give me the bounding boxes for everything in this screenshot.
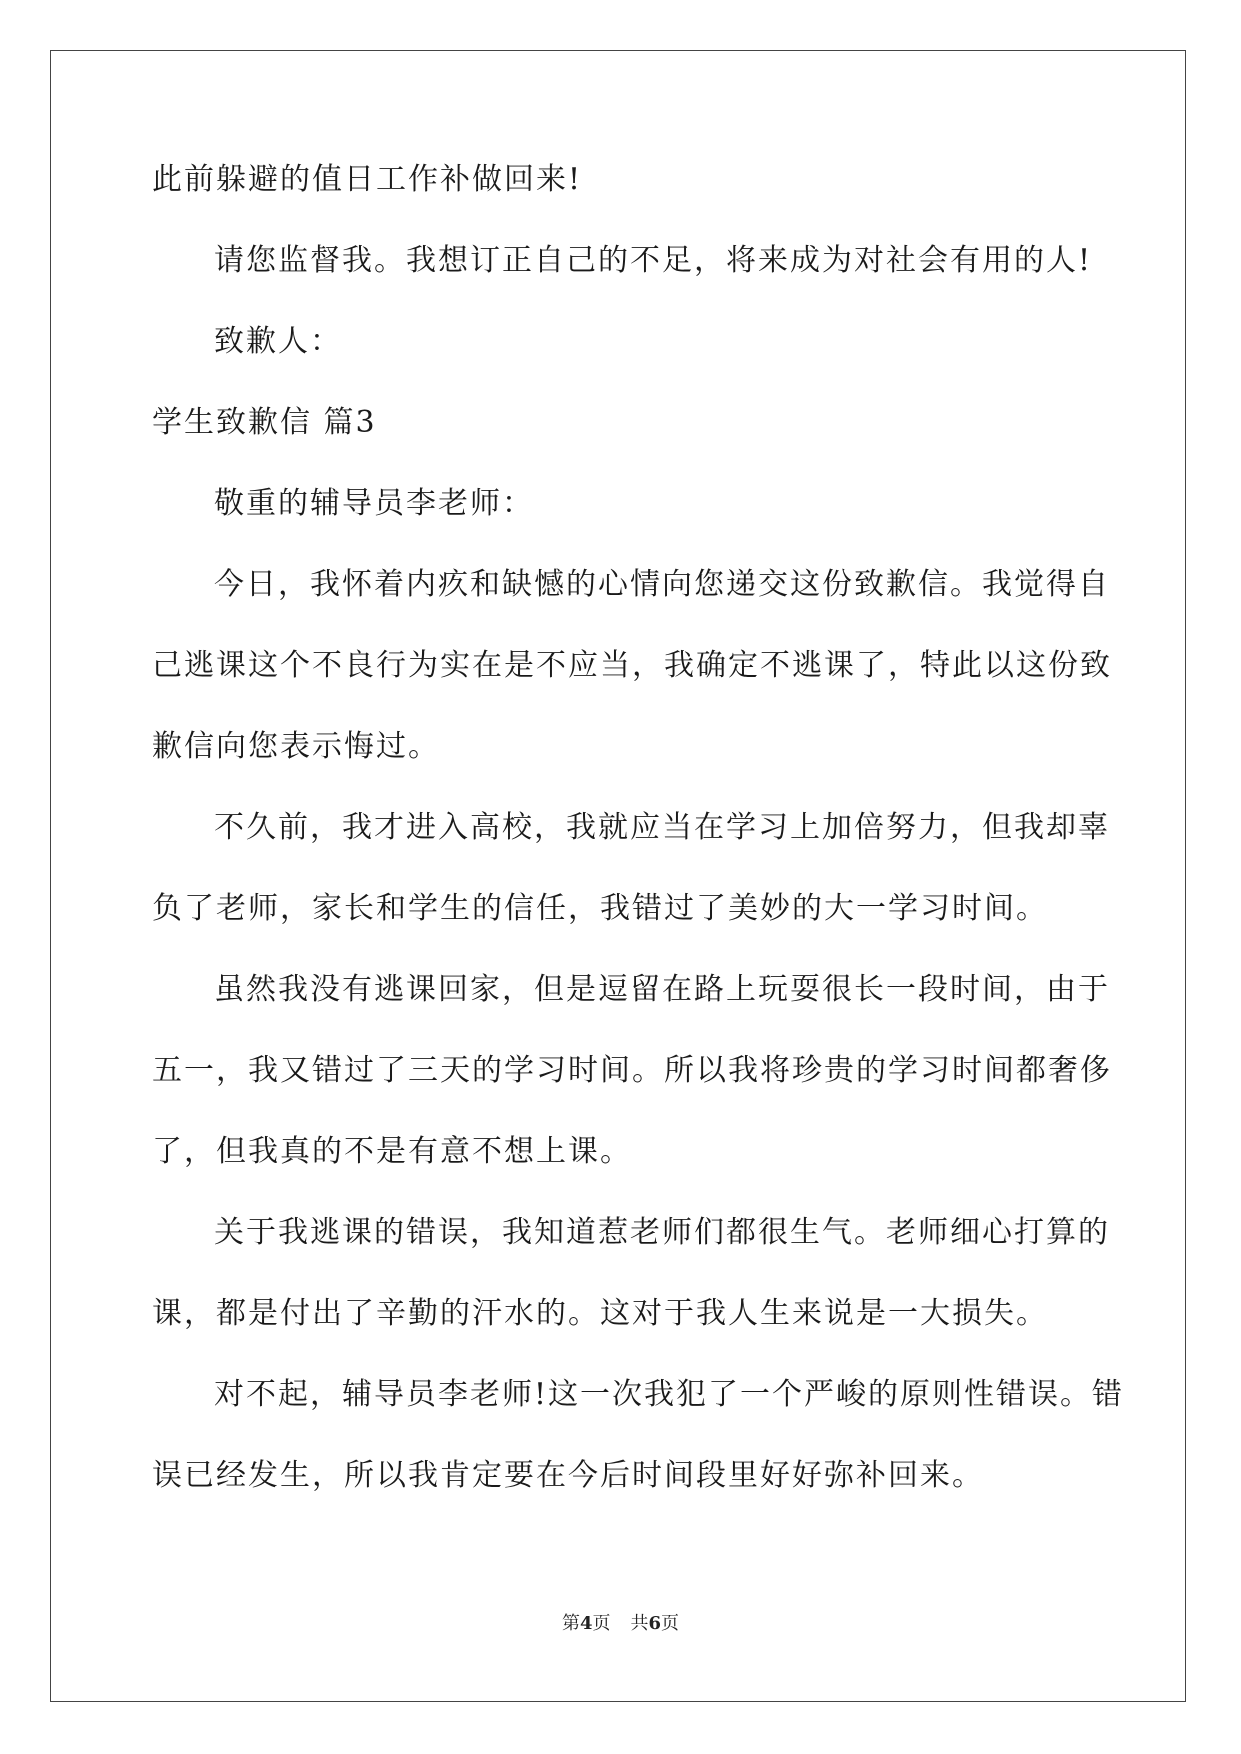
text-line: 对不起，辅导员李老师!这一次我犯了一个严峻的原则性错误。错 [214,1377,1125,1412]
text-line: 五一，我又错过了三天的学习时间。所以我将珍贵的学习时间都奢侈 [152,1053,1112,1088]
text-line: 敬重的辅导员李老师： [214,486,534,521]
text-line: 课，都是付出了辛勤的汗水的。这对于我人生来说是一大损失。 [152,1296,1048,1331]
text-line: 己逃课这个不良行为实在是不应当，我确定不逃课了，特此以这份致 [152,648,1112,683]
footer-total-suffix: 页 [661,1613,680,1634]
text-line: 误已经发生，所以我肯定要在今后时间段里好好弥补回来。 [152,1458,984,1493]
text-line: 虽然我没有逃课回家，但是逗留在路上玩耍很长一段时间，由于 [214,972,1110,1007]
text-line: 致歉人： [214,324,342,359]
text-line: 负了老师，家长和学生的信任，我错过了美妙的大一学习时间。 [152,891,1048,926]
text-line: 不久前，我才进入高校，我就应当在学习上加倍努力，但我却辜 [214,810,1110,845]
footer-page-prefix: 第 [561,1613,580,1634]
text-line: 今日，我怀着内疚和缺憾的心情向您递交这份致歉信。我觉得自 [214,567,1110,602]
text-line: 了，但我真的不是有意不想上课。 [152,1134,632,1169]
footer-total-pages: 6 [648,1613,662,1634]
text-line: 歉信向您表示悔过。 [152,729,440,764]
text-line: 请您监督我。我想订正自己的不足，将来成为对社会有用的人! [214,243,1093,278]
document-body [152,160,1125,1496]
footer-current-page: 4 [579,1613,593,1634]
footer-page-suffix: 页 [592,1613,611,1634]
text-line: 学生致歉信 篇3 [152,405,377,440]
page-footer [0,1612,1241,1636]
footer-total-prefix: 共 [630,1613,649,1634]
text-line: 关于我逃课的错误，我知道惹老师们都很生气。老师细心打算的 [214,1215,1110,1250]
text-line: 此前躲避的值日工作补做回来! [152,162,583,197]
